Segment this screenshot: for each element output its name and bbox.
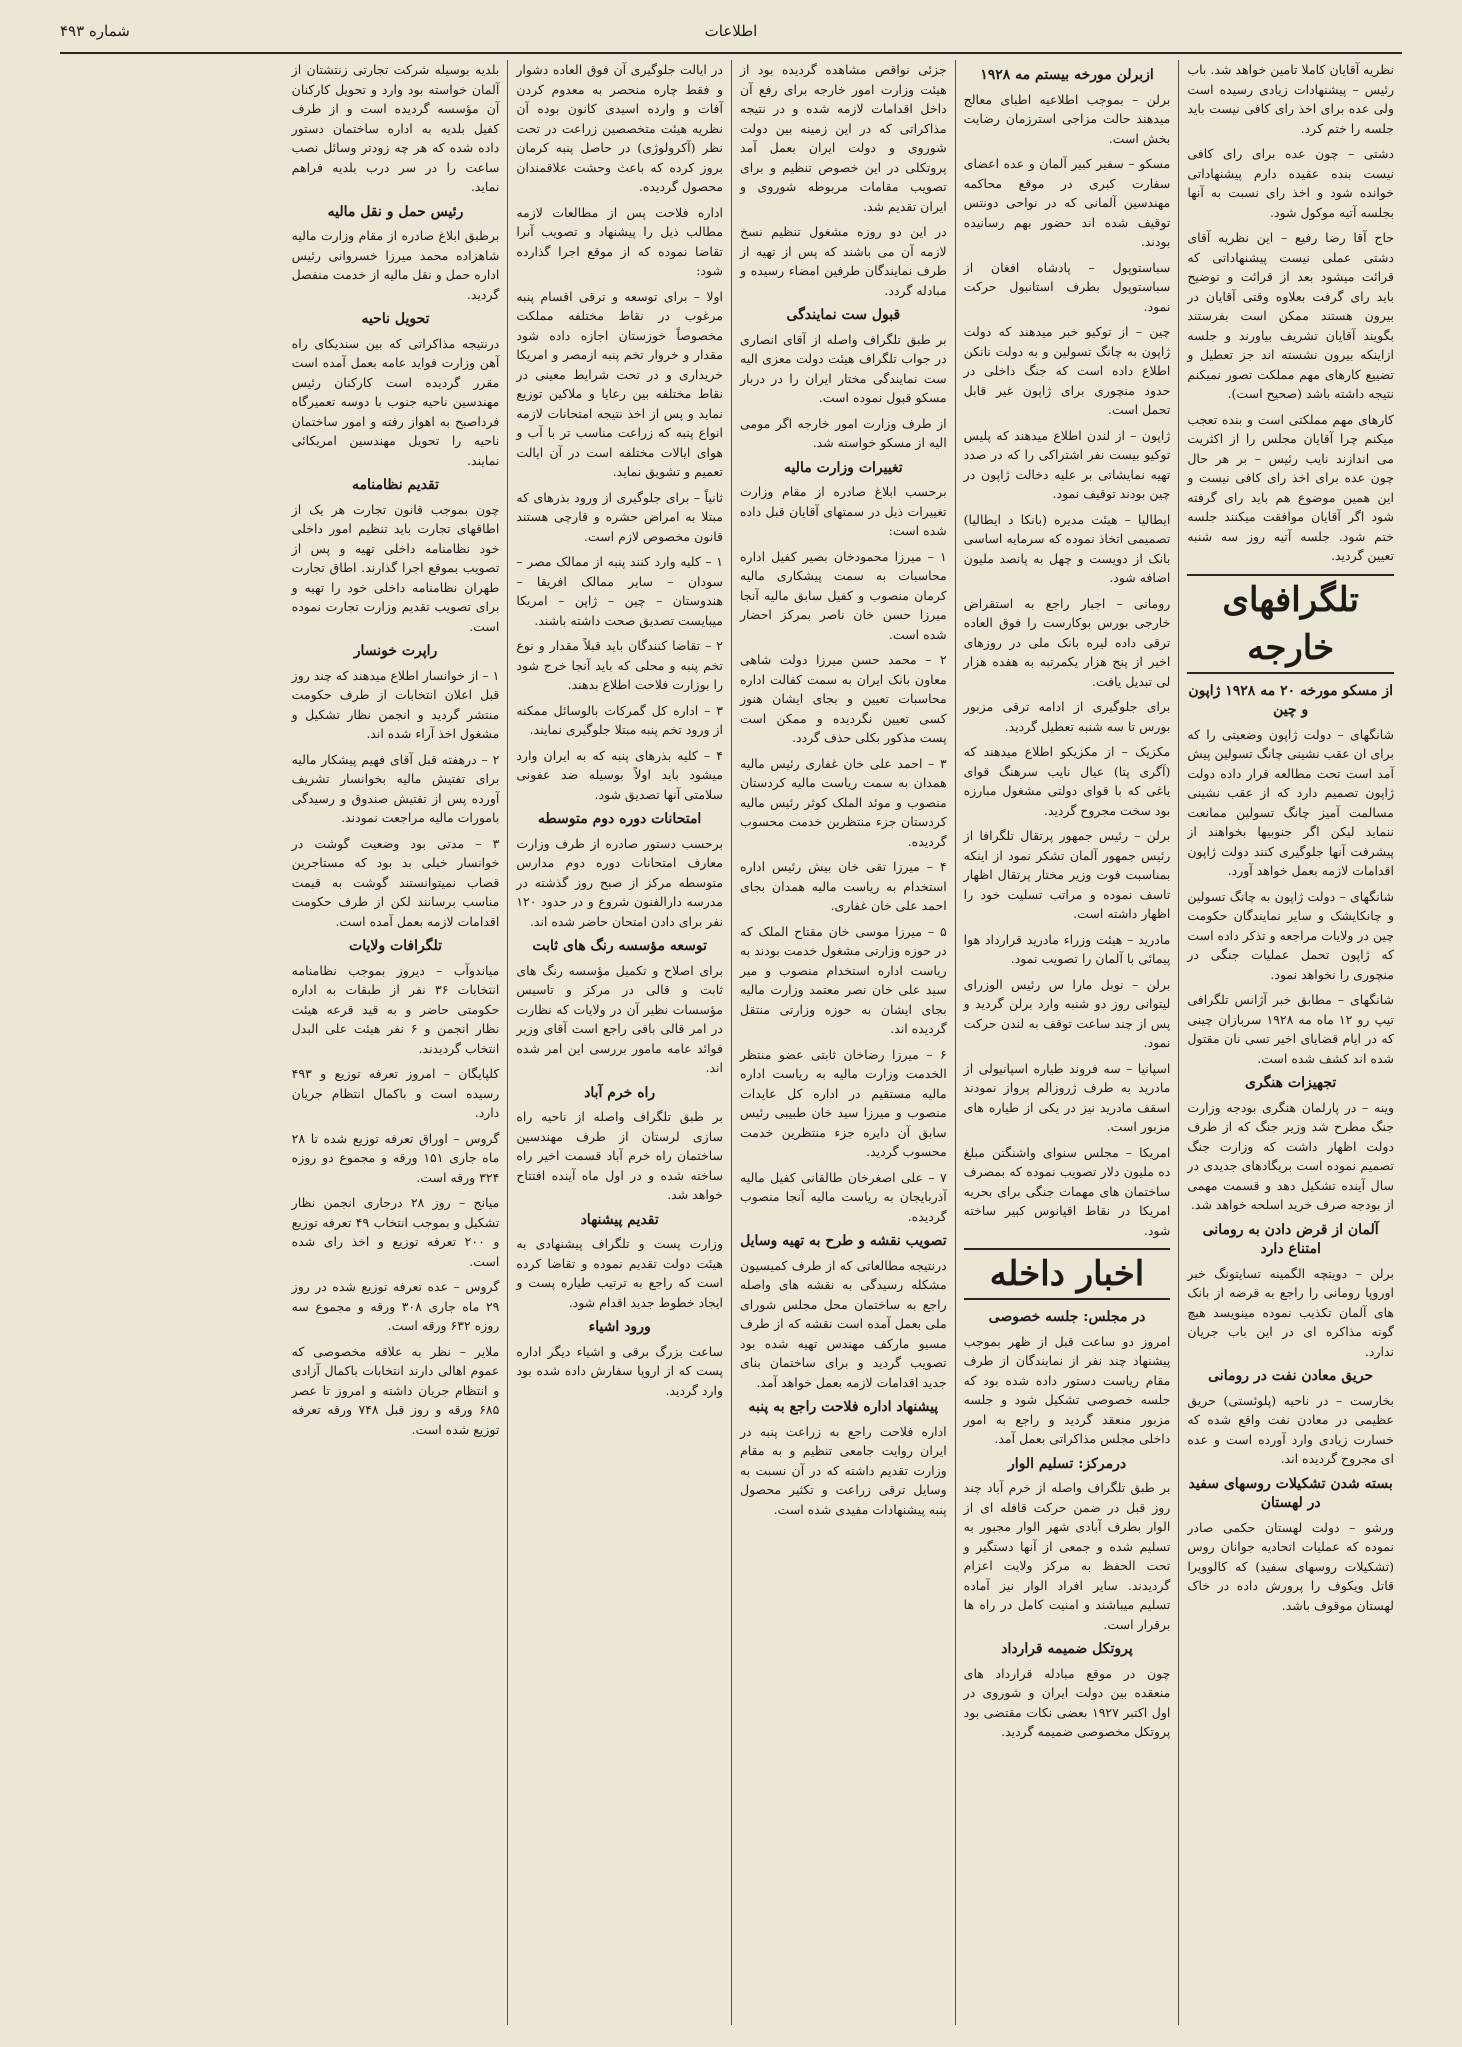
article-paragraph: مکزیک – از مکزیکو اطلاع میدهند که (آگری پتا) عیال نایب سرهنگ قوای یاغی که با قوای دولتی مشغول مبارزه بود سخت مجروح گردید. (963, 744, 1171, 818)
article-headline: از مسکو مورخه ۲۰ مه ۱۹۲۸ ژاپون و چین (1188, 682, 1394, 718)
article-headline: تقدیم پیشنهاد (580, 1211, 659, 1228)
article-paragraph: برلن – دویتچه الگمینه تسایتونگ خبر اوروپا رومانی را راجع به قرضه از بانک های آلمان تکذیب نموده مینویسد هیچ گونه مذاکره ای در این باب جریان ندارد. (1187, 1265, 1394, 1359)
article-headline: پیشنهاد اداره فلاحت راجع به پنبه (748, 1399, 939, 1415)
article-paragraph: چون در موقع مبادله قرارداد های منعقده بین دولت ایران و شوروی در اول اکتبر ۱۹۲۷ بعضی نکات مقتضی بود پروتکل مخصوصی ضمیمه گردید. (963, 1665, 1171, 1739)
article-paragraph: ژاپون – از لندن اطلاع میدهند که پلیس توکیو بیست نفر اشتراکی را که در صدد تهیه نمایشاتی بر علیه دخالت ژاپون در چین بودند توقیف نمود. (963, 427, 1171, 501)
article-headline: آلمان از قرض دادن به رومانی امتناع دارد (1202, 1221, 1379, 1257)
article-paragraph: ورشو – دولت لهستان حکمی صادر نموده که عملیات اتحادیه جوانان روس (تشکیلات روسهای سفید) که کالوویرا قاتل ویکوف را پرورش داده در خاک لهستان موقوف باشد. (1187, 1519, 1394, 1613)
article-headline: درمرکز: تسلیم الوار (1007, 1455, 1127, 1472)
article-headline: راه خرم آباد (584, 1084, 656, 1101)
article-paragraph: شانگهای – دولت ژاپون وضعیتی را که برای ان عقب نشینی چانگ تسولین پیش آمد است تحت مطالعه قرار داده دولت ژاپون تصمیم دارد که از عقب نشینی مسالمت آمیز چانگ تسولین ممانعت ننماید لیکن اگر جنوبیها بخواهند از پیشرفت آنها جلوگیری کنند دولت ژاپون اقدامات لازمه بعمل خواهد آورد. (1187, 726, 1394, 878)
article-paragraph: ایطالیا – هیئت مدیره (بانکا د ایطالیا) تصمیمی اتخاذ نموده که سرمایه اساسی بانک از دویست و چهل به پانصد ملیون اضافه شود. (963, 511, 1171, 585)
article-paragraph: در این دو روزه مشغول تنظیم نسخ لازمه آن می باشند که پس از تهیه از طرف نمایندگان طرفین امضاء رسیده و مبادله گردد. (740, 224, 947, 298)
article-headline: ورود اشیاء (588, 1319, 651, 1335)
article-headline: پروتکل ضمیمه قرارداد (1001, 1641, 1133, 1657)
masthead-rule (60, 52, 1402, 54)
article-headline: ازبرلن مورخه بیستم مه ۱۹۲۸ (980, 67, 1154, 83)
article-headline: در مجلس: جلسه خصوصی (988, 1309, 1146, 1325)
article-paragraph: میانج – روز ۲۸ درجاری انجمن نظار تشکیل و بموجب انتخاب ۴۹ تعرفه توزیع و ۲۰۰ تعرفه توزیع و اخذ رای شده است. (291, 1195, 500, 1269)
article-paragraph: شانگهای – مطابق خبر آژانس تلگرافی تیپ رو ۱۲ ماه مه ۱۹۲۸ سربازان چینی که در ایام قضایای اخیر تسی نان مقتول شده اند کشف شده است. (1187, 992, 1395, 1066)
article-paragraph: اسپانیا – سه فروند طیاره اسپانیولی از مادرید به طرف ژروزالم پرواز نمودند اسقف مادرید نیز در یکی از طیاره های مزبور است. (963, 1060, 1171, 1134)
article-paragraph: اداره فلاحت پس از مطالعات لازمه مطالب ذیل را پیشنهاد و تصویب آنرا تقاضا نموده که از موقع اجرا گذارده شود: (516, 204, 723, 278)
article-paragraph: نظریه آقایان کاملا تامین خواهد شد. باب رئیس – پیشنهادات زیادی رسیده است ولی عده برای اخذ رای کافی نیست باید جلسه را ختم کرد. (1187, 62, 1394, 136)
article-headline: بسته شدن تشکیلات روسهای سفید در لهستان (1188, 1475, 1393, 1511)
article-headline: امتحانات دوره دوم متوسطه (538, 811, 702, 827)
article-paragraph: برای اصلاح و تکمیل مؤسسه رنگ های ثابت و قالی در مرکز و تاسیس مؤسسات نظیر آن در ولایات که نظارت در امر قالی بافی راجع است آقای وزیر فوائد عامه مامور بررسی این امر شده اند. (516, 962, 723, 1075)
article-paragraph: گروس – عده تعرفه توزیع شده در روز ۲۹ ماه جاری ۳۰۸ ورقه و مجموع سه روزه ۶۳۲ ورقه است. (291, 1279, 500, 1333)
article-paragraph: برحسب دستور صادره از طرف وزارت معارف امتحانات دوره دوم مدارس متوسطه مرکز از صبح روز گذشته در مدرسه دارالفنون شروع و در حدود ۱۲۰ نفر برای دادن امتحان حاضر شده اند. (516, 835, 723, 929)
article-paragraph: ۲ – تقاضا کنندگان باید قبلاً مقدار و نوع تخم پنبه و محلی که باید آنجا خرج شود را بوزارت فلاحت اطلاع بدهند. (516, 638, 723, 692)
article-headline: قبول ست نمایندگی (786, 307, 901, 323)
article-paragraph: ۳ – اداره کل گمرکات بالوسائل ممکنه از ورود تخم پنبه مبتلا جلوگیری نمایند. (516, 702, 723, 737)
column-5 (284, 60, 508, 2025)
article-paragraph: کارهای مهم مملکتی است و بنده تعجب میکنم چرا آقایان مجلس را از اکثریت می اندازند نایب رئیس – بر هر حال چون عده برای اخذ رای کافی نیست و این همین موضوع هم باید رای گرفته شود اگر آقایان موافقت میکنند جلسه ختم شود. جلسه آتیه روز سه شنبه تعیین گردید. (1187, 411, 1394, 563)
article-headline: تجهیزات هنگری (1245, 1075, 1337, 1091)
article-paragraph: برلن – رئیس جمهور پرتقال تلگرافا از رئیس جمهور آلمان تشکر نمود از اینکه بمناسبت فوت وزیر مختار پرتقال اظهار تاسف نموده و مراتب تسلیت خود را اظهار داشته است. (963, 828, 1171, 921)
article-paragraph: ۷ – علی اصغرخان طالقانی کفیل مالیه آذربایجان به ریاست مالیه آنجا منصوب گردیده. (740, 1169, 947, 1224)
article-paragraph: چون بموجب قانون تجارت هر یک از اطاقهای تجارت باید تنظیم امور داخلی خود نظامنامه داخلی تهیه و پس از تصویب بموقع اجرا گذارند. اطاق تجارت طهران نظامنامه داخلی خود را تهیه و برای تصویب تقدیم وزارت تجارت نموده است. (291, 501, 500, 634)
article-paragraph: برلن – نوبل مارا س رئیس الوزرای لیتوانی روز دو شنبه وارد برلن گردید و پس از چند ساعت توقف به لندن حرکت نمود. (963, 976, 1171, 1050)
section-banner: اخبار داخله (964, 1248, 1171, 1300)
article-paragraph: درنتیجه مطالعاتی که از طرف کمیسیون مشکله رسیدگی به نقشه های واصله راجع به ساختمان محل مجلس شورای ملی بعمل آمده است نقشه که از طرف مسیو مارکف مهندس تهیه شده بود تصویب گردید و برای ساختمان بنای جدید اقدامات لازمه بعمل خواهد آمد. (740, 1257, 947, 1390)
article-paragraph: ۴ – کلیه بذرهای پنبه که به ایران وارد میشود باید اولاً بوسیله ضد عفونی سلامتی آنها تصدیق شود. (516, 747, 723, 802)
article-paragraph: درنتیجه مذاکراتی که بین سندیکای راه آهن وزارت فواید عامه بعمل آمده است مقرر گردیده است کارکنان رئیس مهندسین ناحیه جنوب با دوسه تعمیرگاه فرداصبح به اهواز رفته و امور ساختمان ناحیه را تحویل مهندسین امریکائی نمایند. (291, 335, 500, 468)
article-paragraph: در ایالت جلوگیری آن فوق العاده دشوار و فقط چاره منحصر به معدوم کردن آفات و وارده اسیدی کانون بوده آن نظریه هیئت متخصصین زراعت در تحت نظر (آکرولوژی) در حاصل پنبه کرمان بروز کرده که باعث وحشت علاقمندان محصول گردیده. (516, 62, 723, 194)
article-paragraph: برلن – بموجب اطلاعیه اطبای معالج میدهند حالت مزاجی استرزمان رضایت بخش است. (963, 91, 1171, 146)
article-paragraph: کلپایگان – امروز تعرفه توزیع و ۴۹۳ رسیده است و باکمال انتظام جریان دارد. (291, 1066, 500, 1120)
article-paragraph: مادرید – هیئت وزراء مادرید قرارداد هوا پیمائی با آلمان را تصویب نمود. (963, 931, 1171, 966)
article-paragraph: گروس – اوراق تعرفه توزیع شده تا ۲۸ ماه جاری ۱۵۱ ورقه و مجموع دو روزه ۳۲۴ ورقه است. (291, 1130, 500, 1185)
article-paragraph: میاندوآب – دیروز بموجب نظامنامه انتخابات ۳۶ نفر از طبقات به اداره حکومتی حاضر و به قید قرعه هیئت نظار انجمن و ۶ نفر هیئت علی البدل انتخاب گردیدند. (291, 962, 500, 1056)
article-paragraph: بر طبق تلگراف واصله از ناحیه راه سازی لرستان از طرف مهندسین ساختمان راه خرم آباد قسمت اخیر راه ساخته شده و در اول ماه آینده افتتاح خواهد شد. (516, 1109, 723, 1202)
article-headline: تقدیم نظامنامه (351, 477, 440, 493)
article-paragraph: ۲ – محمد حسن میرزا دولت شاهی معاون بانک ایران به سمت کفالت اداره محاسبات تعیین و بجای ایشان هنوز کسی تعیین نگردیده و ممکن است پست مذکور بکلی حذف گردد. (740, 652, 947, 745)
article-paragraph: ثانیاً – برای جلوگیری از ورود بذرهای که مبتلا به امراض حشره و قارچی هستند قانون مخصوص لازم است. (516, 489, 723, 544)
article-paragraph: سباستوپول – پادشاه افغان از سباستوپول بطرف استانبول حرکت نمود. (963, 259, 1171, 314)
masthead (60, 22, 1402, 48)
article-headline: راپرت خونسار (353, 643, 438, 659)
article-paragraph: برای جلوگیری از ادامه ترقی مزبور بورس تا سه شنبه تعطیل گردید. (963, 699, 1171, 734)
article-headline: توسعه مؤسسه رنگ های ثابت (532, 938, 707, 954)
article-headline: حریق معادن نفت در رومانی (1208, 1368, 1374, 1384)
article-paragraph: وزارت پست و تلگراف پیشنهادی به هیئت دولت تقدیم نموده و تقاضا کرده است که راجع به ترتیب طیاره پست و ایجاد خطوط جدید اقدام شود. (516, 1236, 723, 1310)
page-number: شماره ۴۹۳ (60, 22, 130, 40)
article-paragraph: ۲ – درهفته قبل آقای فهیم پیشکار مالیه برای تفتیش مالیه بخوانسار تشریف آورده پس از تفتیش صندوق و رسیدگی بامورات مالیه مراجعت نمودند. (291, 751, 500, 825)
article-paragraph: چین – از توکیو خبر میدهند که دولت ژاپون به چانگ تسولین و به دولت نانکن اطلاع داده است که جنگ داخلی در حدود منچوری برای ژاپون غیر قابل تحمل است. (963, 324, 1171, 417)
article-paragraph: ۱ – میرزا محمودخان بصیر کفیل اداره محاسبات به سمت پیشکاری مالیه کرمان منصوب و کفیل سابق مالیه آنجا میرزا حسن خان ناصر بمرکز احضار شده است. (740, 548, 947, 642)
article-paragraph: ۵ – میرزا موسی خان مقتاح الملک که در حوزه وزارتی مشغول خدمت بودند به ریاست اداره استخدام منصوب و میر سید علی خان نصر معتمد وزارت مالیه بجای ایشان به حوزه وزارتی منتقل گردیده اند. (740, 923, 947, 1036)
article-paragraph: مسکو – سفیر کبیر آلمان و عده اعضای سفارت کبری در موقع محاکمه مهندسین آلمانی که در نواحی دونتس توقیف شده اند حضور بهم رسانیده بودند. (963, 156, 1171, 249)
article-paragraph: شانگهای – دولت ژاپون به چانگ تسولین و چانکایشک و سایر نمایندگان حکومت چین در ولایات مراجعه و تذکر داده است که ژاپون تحمل عملیات جنگی در منچوری را نخواهد نمود. (1187, 888, 1394, 982)
column-4 (507, 60, 731, 2025)
article-paragraph: اداره فلاحت راجع به زراعت پنبه در ایران روایت جامعی تنظیم و به مقام وزارت تقدیم داشته که در آن نسبت به وسایل ترقی زراعت و تکثیر محصول پنبه پیشنهادات مفیدی شده است. (740, 1423, 947, 1517)
article-paragraph: دشتی – چون عده برای رای کافی نیست بنده عقیده دارم پیشنهاداتی خوانده شود و اخذ رای نسبت به آنها بجلسه آتیه موکول شود. (1187, 146, 1394, 220)
article-paragraph: ۱ – کلیه وارد کنند پنبه از ممالک مصر – سودان – سایر ممالک افریقا – هندوستان – چین – ژاپن – امریکا میبایست تصدیق صحت داشته باشند. (516, 554, 723, 628)
newspaper-name: اطلاعات (704, 22, 758, 40)
section-banner: تلگرافهای خارجه (1187, 574, 1394, 674)
article-paragraph: ۳ – مدتی بود وضعیت گوشت در خوانسار خیلی بد بود که مستاجرین قصاب نمیتوانستند گوشت به قیمت مناسب برسانند لکن از طرف حکومت اقدامات لازمه بعمل آمده است. (291, 835, 500, 929)
article-headline: تغییرات وزارت مالیه (783, 459, 903, 476)
article-paragraph: بر طبق تلگراف واصله از خرم آباد چند روز قبل در ضمن حرکت قافله ای از الوار بطرف آبادی شهر الوار مجبور به تسلیم شده و جمعی از آنها دستگیر و تحت الحفظ به مرکز ولایت اعزام گردیدند. سایر افراد الوار نیز آماده تسلیم میباشند و امنیت کامل در راه ها برقرار است. (963, 1480, 1171, 1632)
article-paragraph: وینه – در پارلمان هنگری بودجه وزارت جنگ مطرح شد وزیر جنگ که از طرف دولت اظهار داشت که وزارت جنگ تصمیم نموده است بریگادهای جدیدی در سال آینده تشکیل دهد و قسمت مهمی از بودجه صرف خرید اسلحه خواهد شد. (1187, 1099, 1394, 1212)
article-paragraph: بخارست – در ناحیه (پلوئستی) حریق عظیمی در معادن نفت واقع شده که خسارت زیادی وارد آورده است و عده ای مجروح گردیده اند. (1187, 1392, 1394, 1466)
article-paragraph: ۶ – میرزا رضاخان ثابتی عضو منتظر الخدمت وزارت مالیه به ریاست اداره مالیه مستقیم در اداره کل عایدات منصوب و میرزا سید خان طبیبی رئیس سابق آن دایره جزء منتظرین خدمت محسوب گردید. (740, 1046, 947, 1159)
article-paragraph: رومانی – اجبار راجع به استقراض خارجی بورس بوکارست را فوق العاده ترقی داده لیره بانک ملی در روزهای اخیر از پنج هزار یکمرتبه به هفده هزار لی تبدیل یافت. (963, 595, 1171, 689)
article-paragraph: امروز دو ساعت قبل از ظهر بموجب پیشنهاد چند نفر از نمایندگان از طرف مقام ریاست دستور داده شده بود که جلسه خصوصی تشکیل شود و جلسه مزبور منعقد گردید و راجع به امور داخلی مجلس مذاکراتی بعمل آمد. (963, 1333, 1171, 1446)
article-paragraph: ساعت بزرگ برقی و اشیاء دیگر اداره پست که از اروپا سفارش داده شده بود وارد گردید. (516, 1343, 723, 1398)
article-paragraph: برحسب ابلاغ صادره از مقام وزارت تغییرات ذیل در سمتهای آقایان قبل داده شده است: (740, 484, 947, 538)
article-paragraph: ۳ – احمد علی خان غفاری رئیس مالیه همدان به سمت ریاست مالیه کردستان منصوب و موئد الملک کوثر رئیس مالیه کردستان جزء منتظرین خدمت محسوب گردیده. (740, 755, 947, 849)
article-paragraph: بلدیه بوسیله شرکت تجارتی زنتشتان از آلمان خواسته بود وارد و تحویل کارکنان آن مؤسسه گردیده است و از طرف کفیل بلدیه به اداره ساختمان دستور داده شده که هر چه زودتر وسائل نصب ساعت را در سر درب بلدیه فراهم نماید. (291, 62, 500, 194)
article-headline: تلگرافات ولایات (349, 938, 442, 954)
article-headline: تحویل ناحیه (361, 311, 430, 327)
article-paragraph: برطبق ابلاغ صادره از مقام وزارت مالیه شاهزاده محمد میرزا خسروانی رئیس اداره حمل و نقل مالیه از خدمت منفصل گردید. (291, 228, 500, 302)
column-3 (731, 60, 955, 2025)
article-paragraph: حاج آقا رضا رفیع – این نظریه آقای دشتی عملی نیست پیشنهاداتی که قرائت میشود بعد از قرائت و توضیح باید رای گرفت بعلاوه وقتی آقایان در بیرون هستند ممکن است بفرستند بگویند آقایان تشریف بیاورند و جلسه ازاینکه بیرون نشسته اند جز تعطیل و تضییع کارهای مهم مملکت تصور نمیکنم نتیجه داشته باشد (صحیح است). (1187, 230, 1394, 401)
article-paragraph: جزئی نواقص مشاهده گردیده بود از هیئت وزارت امور خارجه برای رفع آن داخل اقدامات لازمه شده و در نتیجه مذاکراتی که در این زمینه بین دولت شوروی و دولت ایران بعمل آمد پروتکلی در این خصوص تنظیم و برای تصویب مقامات مربوطه شوروی و ایران تقدیم شد. (740, 62, 947, 214)
article-headline: تصویب نقشه و طرح به تهیه وسایل (740, 1233, 947, 1249)
article-paragraph: بر طبق تلگراف واصله از آقای انصاری در جواب تلگراف هیئت دولت معزی الیه ست نمایندگی مختار ایران را در دربار مسکو قبول نموده است. (740, 331, 947, 405)
column-1 (1178, 60, 1402, 2025)
article-paragraph: امریکا – مجلس سنوای واشنگتن مبلغ ده ملیون دلار تصویب نموده که بمصرف ساختمان های مهمات جنگی برای بحریه امریکا در نقاط اقیانوس کبیر ساخته شود. (963, 1144, 1171, 1238)
article-paragraph: اولا – برای توسعه و ترقی اقسام پنبه مرغوب در نقاط مختلفه مملکت مخصوصاً خوزستان اجازه داده شود مقدار و خروار تخم پنبه ازمصر و امریکا خریداری و در تحت شرایط معینی در نقاط مختلفه بین رعایا و ملاکین توزیع نماید و پس از اخذ نتیجه امتحانات لازمه انواع پنبه که زراعت مناسب تر با آب و هوای ایالات مختلفه است در آن ایالت تعمیم و تشویق نماید. (516, 288, 723, 479)
column-2 (955, 60, 1179, 2025)
article-headline: رئیس حمل و نقل مالیه (327, 203, 464, 220)
article-paragraph: از طرف وزارت امور خارجه اگر مومی الیه از مسکو خواسته شد. (740, 415, 947, 450)
columns (60, 60, 1402, 2025)
article-paragraph: ملایر – نظر به علاقه مخصوصی که عموم اهالی دارند انتخابات باکمال آزادی و انتظام جریان داشته و امروز تا عصر ۶۸۵ ورقه و روز قبل ۷۴۸ ورقه تعرفه توزیع شده است. (291, 1343, 500, 1437)
article-paragraph: ۱ – از خوانسار اطلاع میدهند که چند روز قبل اعلان انتخابات از طرف حکومت منتشر گردید و انجمن نظار تشکیل و مشغول اخذ آراء شده اند. (291, 667, 500, 741)
article-paragraph: ۴ – میرزا تقی خان بیش رئیس اداره استخدام به ریاست مالیه همدان بجای احمد علی خان غفاری. (740, 859, 947, 913)
